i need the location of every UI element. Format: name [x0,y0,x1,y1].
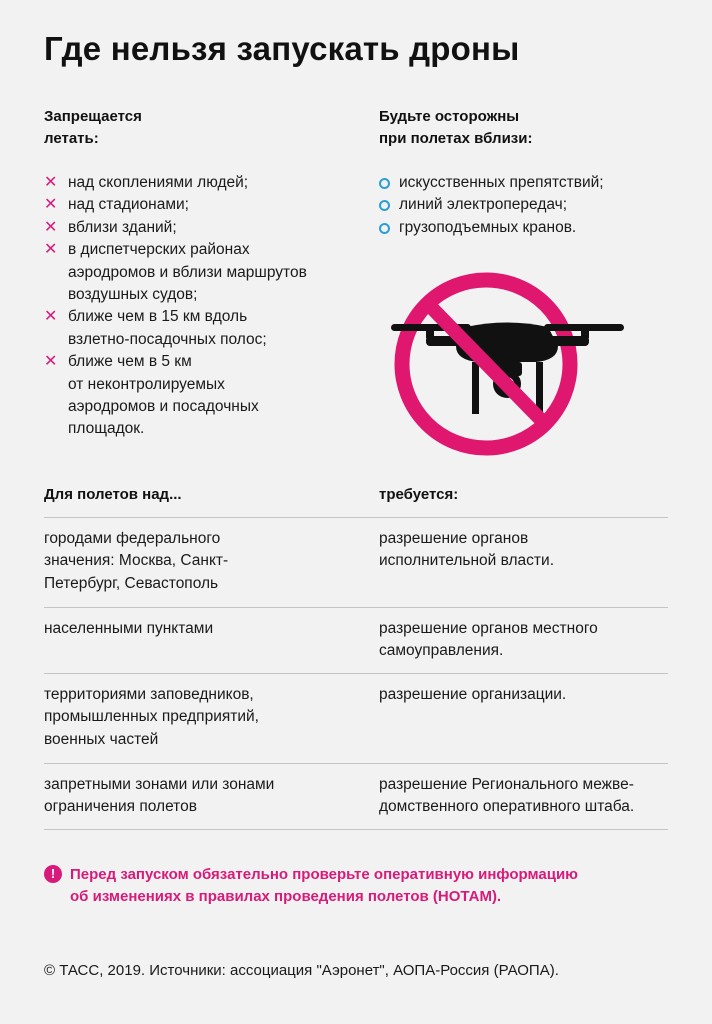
row-over: территориями заповедников, промышленных предприятий, военных частей [44,686,259,748]
no-drones-icon [386,262,630,462]
table-row [44,607,668,674]
row-over: запретными зонами или зонами ограничения полетов [44,776,275,816]
caution-item: грузоподъемных кранов. [379,217,679,239]
circle-bullet-icon [379,223,390,234]
row-over: городами федерального значения: Москва, Санкт- Петербург, Севастополь [44,530,229,592]
cross-icon: ✕ [44,174,58,191]
notice-text: Перед запуском обязательно проверьте оперативную информацию об изменениях в правилах проведения полетов (НОТАМ). [70,866,578,905]
forbidden-item: ✕ вблизи зданий; [44,217,354,239]
table-header-over: Для полетов над... [44,486,182,503]
forbidden-heading: Запрещается летать: [44,108,142,147]
circle-bullet-icon [379,200,390,211]
table-row [44,517,668,608]
caution-item: линий электропередач; [379,194,679,216]
forbidden-item: ✕ ближе чем в 5 км от неконтролируемых аэродромов и посадочных площадок. [44,353,259,438]
page-title: Где нельзя запускать дроны [44,30,520,67]
cross-icon: ✕ [44,218,58,236]
cross-icon: ✕ [44,241,58,259]
cross-icon: ✕ [44,196,58,214]
table-row [44,673,668,764]
cross-icon: ✕ [44,353,58,371]
row-required: разрешение органов исполнительной власти. [379,530,554,570]
caution-item: искусственных препятствий; [379,172,679,194]
caution-heading: Будьте осторожны при полетах вблизи: [379,108,533,147]
forbidden-item: ✕ над скоплениями людей; [44,172,354,194]
row-required: разрешение Регионального межве- домственного оперативного штаба. [379,776,635,816]
drone-icon [391,323,624,415]
row-over: населенными пунктами [44,620,214,637]
cross-icon: ✕ [44,308,58,326]
source-credit: © ТАСС, 2019. Источники: ассоциация "Аэронет", АОПА-Россия (РАОПА). [44,962,559,979]
forbidden-item: ✕ ближе чем в 15 км вдоль взлетно-посадочных полос; [44,308,267,348]
table-row [44,763,668,830]
forbidden-item: ✕ над стадионами; [44,194,354,216]
circle-bullet-icon [379,178,390,189]
exclamation-icon: ! [44,865,62,883]
forbidden-list [44,172,354,441]
caution-list [379,172,679,239]
prohibition-slash [428,304,545,424]
table-bottom-rule [44,829,668,830]
table-header-required: требуется: [379,486,459,503]
row-required: разрешение организации. [379,686,567,703]
row-required: разрешение органов местного самоуправления. [379,620,598,660]
forbidden-item: ✕ в диспетчерских районах аэродромов и вблизи маршрутов воздушных судов; [44,241,307,304]
